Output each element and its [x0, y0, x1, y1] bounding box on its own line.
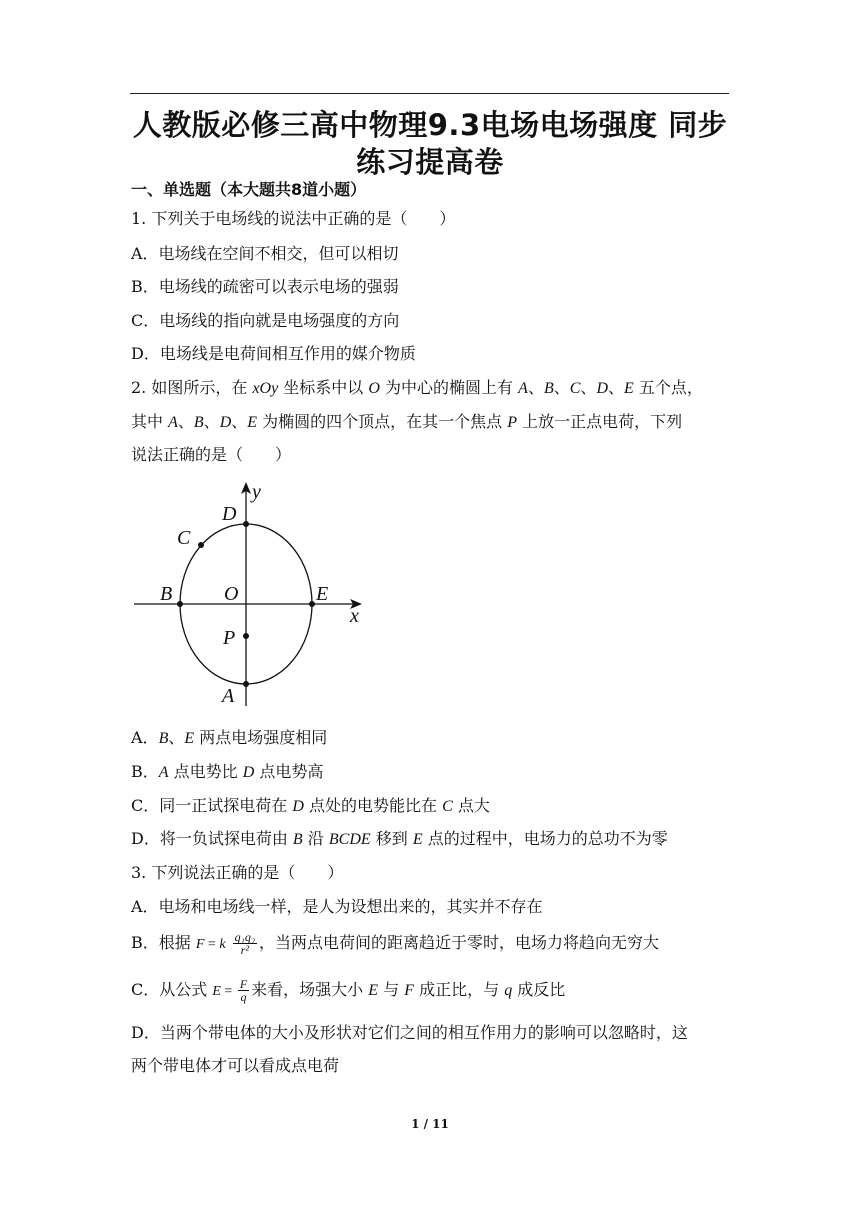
q3-stem: 3. 下列说法正确的是（ ） — [131, 863, 344, 882]
q3-option-a: A．电场和电场线一样，是人为设想出来的，其实并不存在 — [131, 897, 543, 916]
q1-option-c: C．电场线的指向就是电场强度的方向 — [131, 311, 400, 330]
math-symbol: A — [518, 380, 528, 397]
math-symbol: A — [168, 414, 178, 431]
text-segment: 2. 如图所示，在 — [131, 378, 253, 397]
math-symbol: E — [247, 414, 258, 431]
q3-b-text: ，当两点电荷间的距离趋近于零时，电场力将趋向无穷大 — [258, 933, 659, 952]
point-p — [243, 633, 249, 639]
text-segment: 、 — [177, 412, 194, 431]
header-rule — [130, 93, 729, 94]
math-symbol: xOy — [252, 380, 279, 397]
q1-stem: 1. 下列关于电场线的说法中正确的是（ ） — [131, 209, 456, 228]
label-p: P — [223, 627, 236, 649]
text-segment: A． — [131, 728, 159, 747]
page-number: 1 / 11 — [411, 1117, 449, 1131]
q3-c-numerator: F — [239, 977, 248, 991]
q3-option-d-line2: 两个带电体才可以看成点电荷 — [131, 1056, 340, 1075]
q3-b-numerator: q₁q₂ — [234, 930, 255, 944]
math-symbol: D — [292, 798, 304, 815]
math-symbol: E — [624, 380, 634, 397]
math-symbol: O — [368, 380, 380, 397]
q3-option-d-line1: D．当两个带电体的大小及形状对它们之间的相互作用力的影响可以忽略时，这 — [131, 1023, 688, 1042]
label-y: y — [252, 481, 261, 503]
text-segment: 、 — [608, 378, 625, 397]
text-segment: 移到 — [370, 829, 413, 848]
text-segment: 其中 — [131, 412, 169, 431]
math-symbol: B — [158, 730, 169, 747]
math-symbol: B — [193, 414, 204, 431]
point-d — [243, 521, 249, 527]
label-b: B — [160, 583, 173, 605]
text-segment: 点电势高 — [254, 762, 324, 781]
math-symbol: E — [184, 730, 195, 747]
math-symbol: D — [242, 764, 255, 781]
point-e — [309, 601, 315, 607]
text-segment: D．将一负试探电荷由 — [131, 829, 293, 848]
label-a: A — [222, 685, 235, 707]
text-segment: 点处的电势能比在 — [303, 796, 443, 815]
q3-c-prefix: C．从公式 — [131, 980, 208, 999]
q3-c-denominator: q — [240, 990, 247, 1004]
q2-option-a — [131, 727, 327, 750]
q1-option-d: D．电场线是电荷间相互作用的媒介物质 — [131, 344, 416, 363]
doc-title-line2: 练习提高卷 — [356, 145, 504, 179]
label-e: E — [316, 583, 329, 605]
text-segment: 点的过程中，电场力的总功不为零 — [422, 829, 668, 848]
q2-option-c — [131, 795, 490, 818]
math-symbol: P — [507, 414, 518, 431]
text-segment: 为中心的椭圆上有 — [379, 378, 519, 397]
q3-b-lhs: F — [195, 937, 205, 952]
q3-option-c: C．从公式 E = $\frac{F}{q}$ 来看，场强大小 E 与 F 成正比，与 q 成反比 — [131, 977, 566, 1004]
text-segment: 、 — [203, 412, 220, 431]
math-symbol: C — [569, 380, 581, 397]
math-symbol: E — [412, 831, 423, 848]
y-axis — [241, 482, 251, 706]
text-segment: 沿 — [302, 829, 329, 848]
text-segment: 、 — [580, 378, 597, 397]
q3-c-q: q — [504, 982, 513, 999]
q3-c-e: E — [368, 982, 379, 999]
doc-title-line1: 人教版必修三高中物理9.3电场电场强度 同步 — [132, 108, 728, 142]
label-d: D — [222, 503, 237, 525]
q3-b-denominator: r² — [240, 943, 249, 957]
text-segment: 点大 — [452, 796, 490, 815]
q3-c-text1: 来看，场强大小 — [251, 980, 369, 999]
coulomb-fraction — [233, 931, 257, 956]
math-symbol: D — [219, 414, 232, 431]
math-symbol: A — [158, 764, 169, 781]
q2-stem-line2 — [131, 411, 682, 434]
q3-c-lhs: E — [212, 984, 221, 999]
text-segment: 两点电场强度相同 — [194, 728, 328, 747]
q3-b-prefix: B．根据 — [131, 933, 191, 952]
point-a — [243, 681, 249, 687]
label-o: O — [224, 583, 239, 605]
math-symbol: B — [543, 380, 554, 397]
text-segment: 为椭圆的四个顶点，在其一个焦点 — [257, 412, 508, 431]
math-symbol: B — [292, 831, 303, 848]
q2-stem-line1 — [131, 377, 703, 400]
text-segment: 五个点， — [633, 378, 703, 397]
text-segment: 、 — [168, 728, 185, 747]
text-segment: C．同一正试探电荷在 — [131, 796, 293, 815]
q1-option-a: A．电场线在空间不相交，但可以相切 — [131, 244, 399, 263]
ellipse-figure — [130, 478, 380, 718]
math-symbol: BCDE — [328, 831, 371, 848]
text-segment: 点电势比 — [168, 762, 243, 781]
text-segment: 上放一正点电荷，下列 — [517, 412, 683, 431]
math-symbol: D — [596, 380, 608, 397]
q2-stem-line3: 说法正确的是（ ） — [131, 445, 292, 464]
label-c: C — [177, 527, 191, 549]
q2-option-d — [131, 828, 668, 851]
math-symbol: C — [442, 798, 453, 815]
q3-c-text2: 与 — [378, 980, 405, 999]
text-segment: 、 — [553, 378, 570, 397]
q3-c-f: F — [404, 982, 414, 999]
q3-c-text3: 成正比，与 — [414, 980, 505, 999]
section-heading: 一、单选题（本大题共8道小题） — [131, 180, 367, 199]
q2-option-b — [131, 761, 323, 784]
text-segment: B． — [131, 762, 159, 781]
text-segment: 、 — [527, 378, 544, 397]
text-segment: 、 — [231, 412, 248, 431]
point-b — [177, 601, 183, 607]
q1-option-b: B．电场线的疏密可以表示电场的强弱 — [131, 277, 399, 296]
q3-b-k: k — [219, 937, 226, 952]
q3-c-text4: 成反比 — [512, 980, 566, 999]
text-segment: 坐标系中以 — [278, 378, 369, 397]
label-x: x — [350, 605, 359, 627]
field-fraction — [238, 978, 249, 1003]
q3-option-b: B．根据 F = k $\frac{\text{q₁q₂}}{\text{r²}}$ ，当两点电荷间的距离趋近于零时，电场力将趋向无穷大 — [131, 930, 659, 957]
point-c — [198, 542, 204, 548]
